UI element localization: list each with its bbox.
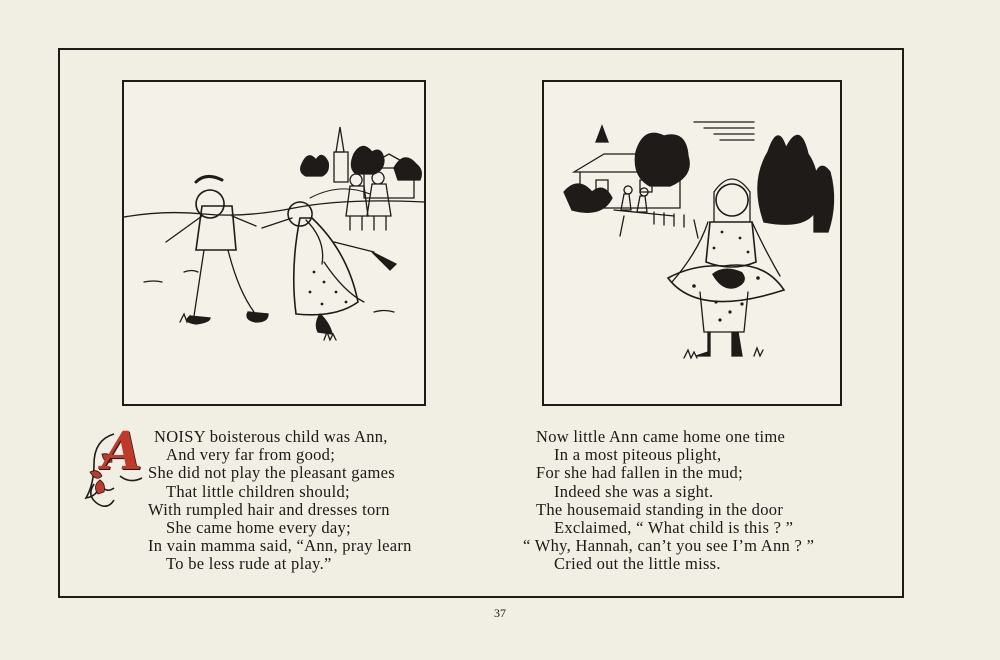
verse-line: Cried out the little miss. bbox=[554, 554, 721, 574]
verse-line: Now little Ann came home one time bbox=[536, 427, 786, 446]
page-number: 37 bbox=[494, 606, 506, 620]
verse-line: For she had fallen in the mud; bbox=[536, 463, 743, 483]
verse-line: NOISY boisterous child was Ann, bbox=[154, 427, 388, 446]
children-playing-drawing bbox=[124, 82, 424, 404]
left-verse bbox=[148, 428, 478, 574]
right-verse bbox=[523, 428, 883, 574]
verse-line: Exclaimed, “ What child is this ? ” bbox=[554, 517, 794, 537]
verse-line: In a most piteous plight, bbox=[554, 445, 722, 465]
verse-line: She did not play the pleasant games bbox=[148, 463, 395, 483]
verse-line: That little children should; bbox=[166, 481, 350, 501]
verse-line: In vain mamma said, “Ann, pray learn bbox=[148, 536, 412, 556]
verse-line: Indeed she was a sight. bbox=[554, 481, 714, 501]
verse-line: With rumpled hair and dresses torn bbox=[148, 499, 390, 519]
verse-line: The housemaid standing in the door bbox=[536, 499, 784, 519]
drop-cap-letter: A bbox=[102, 421, 143, 482]
drop-cap bbox=[84, 421, 148, 510]
verse-line: And very far from good; bbox=[166, 445, 336, 465]
verse-line: To be less rude at play.” bbox=[166, 554, 332, 574]
illustration-children-playing bbox=[122, 80, 426, 406]
verse-line: She came home every day; bbox=[166, 517, 351, 537]
illustration-muddy-girl bbox=[542, 80, 842, 406]
muddy-girl-drawing bbox=[544, 82, 840, 404]
verse-line: “ Why, Hannah, can’t you see I’m Ann ? ” bbox=[523, 536, 815, 556]
